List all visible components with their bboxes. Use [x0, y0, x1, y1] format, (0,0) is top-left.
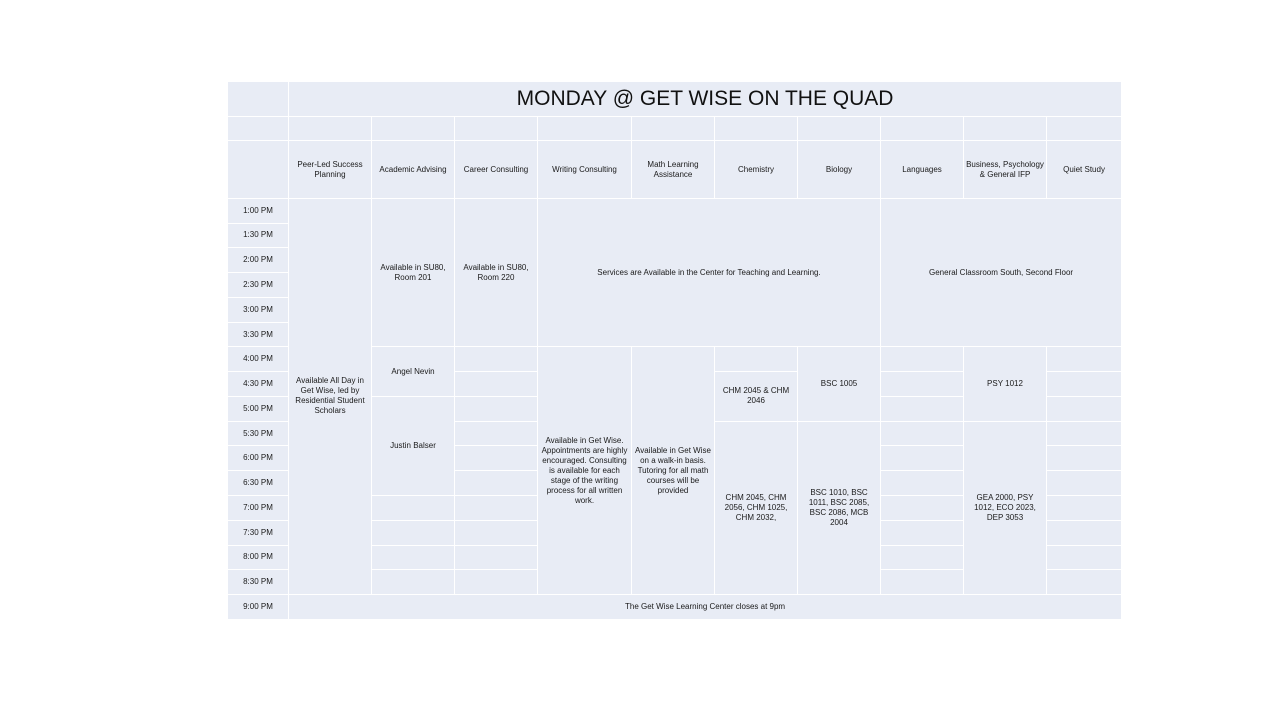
time-label: 2:00 PM — [228, 248, 289, 273]
empty-cell — [455, 570, 538, 595]
ctl-location-cell: General Classroom South, Second Floor — [881, 198, 1122, 347]
time-label: 5:30 PM — [228, 421, 289, 446]
empty-cell — [715, 347, 798, 372]
column-header: Languages — [881, 141, 964, 198]
time-label: 7:00 PM — [228, 496, 289, 521]
biology-cell: BSC 1010, BSC 1011, BSC 2085, BSC 2086, MCB 2004 — [798, 421, 881, 594]
time-label: 4:00 PM — [228, 347, 289, 372]
column-header: Business, Psychology & General IFP — [964, 141, 1047, 198]
time-label: 3:00 PM — [228, 297, 289, 322]
empty-cell — [881, 570, 964, 595]
advising-location-cell: Available in SU80, Room 201 — [372, 198, 455, 347]
advisor-cell: Angel Nevin — [372, 347, 455, 397]
empty-cell — [1047, 520, 1122, 545]
column-header: Career Consulting — [455, 141, 538, 198]
time-label: 6:30 PM — [228, 471, 289, 496]
empty-cell — [881, 471, 964, 496]
column-header: Chemistry — [715, 141, 798, 198]
business-cell: PSY 1012 — [964, 347, 1047, 421]
time-label: 8:00 PM — [228, 545, 289, 570]
empty-cell — [1047, 347, 1122, 372]
spacer-cell — [228, 117, 289, 141]
empty-cell — [1047, 372, 1122, 397]
page-title: MONDAY @ GET WISE ON THE QUAD — [289, 82, 1122, 117]
time-label: 1:00 PM — [228, 198, 289, 223]
time-label: 4:30 PM — [228, 372, 289, 397]
column-header: Math Learning Assistance — [632, 141, 715, 198]
business-cell: GEA 2000, PSY 1012, ECO 2023, DEP 3053 — [964, 421, 1047, 594]
empty-cell — [455, 446, 538, 471]
column-header: Quiet Study — [1047, 141, 1122, 198]
column-header: Academic Advising — [372, 141, 455, 198]
empty-cell — [455, 421, 538, 446]
spacer-cell — [964, 117, 1047, 141]
empty-cell — [1047, 545, 1122, 570]
time-label: 2:30 PM — [228, 273, 289, 298]
empty-cell — [455, 471, 538, 496]
empty-cell — [372, 545, 455, 570]
time-label: 6:00 PM — [228, 446, 289, 471]
chemistry-cell: CHM 2045, CHM 2056, CHM 1025, CHM 2032, — [715, 421, 798, 594]
spacer-cell — [289, 117, 372, 141]
empty-cell — [455, 496, 538, 521]
column-header: Writing Consulting — [538, 141, 632, 198]
header-corner — [228, 141, 289, 198]
ctl-services-cell: Services are Available in the Center for Teaching and Learning. — [538, 198, 881, 347]
empty-cell — [881, 496, 964, 521]
spacer-cell — [715, 117, 798, 141]
empty-cell — [455, 396, 538, 421]
math-cell: Available in Get Wise on a walk-in basis. Tutoring for all math courses will be provided — [632, 347, 715, 595]
empty-cell — [881, 421, 964, 446]
empty-cell — [455, 347, 538, 372]
empty-cell — [1047, 396, 1122, 421]
biology-cell: BSC 1005 — [798, 347, 881, 421]
spacer-cell — [538, 117, 632, 141]
empty-cell — [881, 520, 964, 545]
schedule-table — [227, 81, 1122, 620]
spacer-cell — [1047, 117, 1122, 141]
spacer-cell — [372, 117, 455, 141]
empty-cell — [372, 496, 455, 521]
spacer-cell — [798, 117, 881, 141]
empty-cell — [1047, 421, 1122, 446]
empty-cell — [455, 545, 538, 570]
column-header: Peer-Led Success Planning — [289, 141, 372, 198]
time-label: 1:30 PM — [228, 223, 289, 248]
corner-cell — [228, 82, 289, 117]
empty-cell — [881, 347, 964, 372]
time-label: 9:00 PM — [228, 595, 289, 620]
peer-led-cell: Available All Day in Get Wise, led by Residential Student Scholars — [289, 198, 372, 594]
spacer-cell — [455, 117, 538, 141]
empty-cell — [455, 372, 538, 397]
empty-cell — [455, 520, 538, 545]
spacer-cell — [632, 117, 715, 141]
spacer-cell — [881, 117, 964, 141]
closing-notice: The Get Wise Learning Center closes at 9pm — [289, 595, 1122, 620]
empty-cell — [1047, 496, 1122, 521]
empty-cell — [881, 372, 964, 397]
career-location-cell: Available in SU80, Room 220 — [455, 198, 538, 347]
empty-cell — [881, 446, 964, 471]
advisor-cell: Justin Balser — [372, 396, 455, 495]
writing-cell: Available in Get Wise. Appointments are highly encouraged. Consulting is available for each stage of the writing process for all written work. — [538, 347, 632, 595]
time-label: 7:30 PM — [228, 520, 289, 545]
time-label: 5:00 PM — [228, 396, 289, 421]
chemistry-cell: CHM 2045 & CHM 2046 — [715, 372, 798, 422]
column-header: Biology — [798, 141, 881, 198]
empty-cell — [372, 520, 455, 545]
empty-cell — [372, 570, 455, 595]
empty-cell — [1047, 570, 1122, 595]
empty-cell — [1047, 446, 1122, 471]
empty-cell — [1047, 471, 1122, 496]
time-label: 3:30 PM — [228, 322, 289, 347]
empty-cell — [881, 545, 964, 570]
time-label: 8:30 PM — [228, 570, 289, 595]
empty-cell — [881, 396, 964, 421]
